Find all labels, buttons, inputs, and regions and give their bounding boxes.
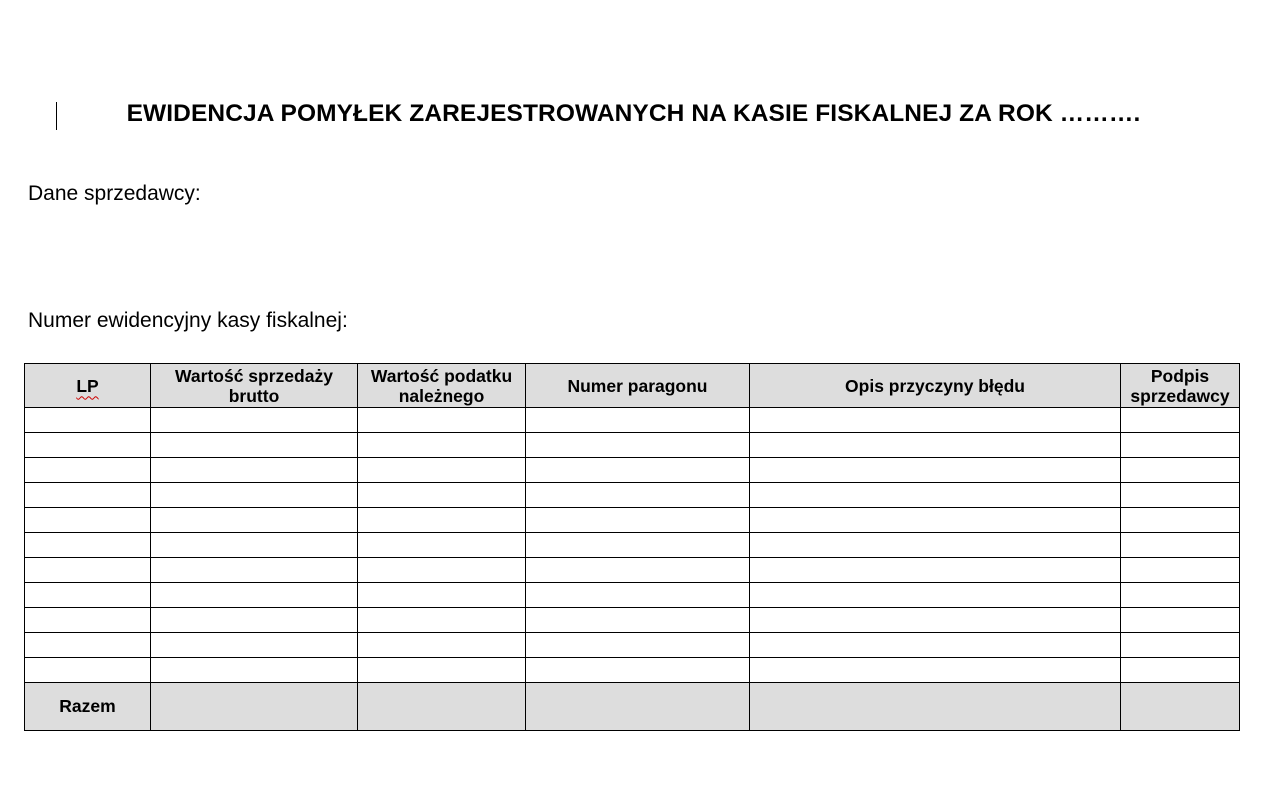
tax-due-cell[interactable]: [358, 508, 526, 533]
receipt-number-cell[interactable]: [526, 508, 750, 533]
error-description-cell[interactable]: [750, 583, 1121, 608]
tax-due-cell[interactable]: [358, 608, 526, 633]
error-description-cell[interactable]: [750, 408, 1121, 433]
receipt-number-cell[interactable]: [526, 458, 750, 483]
error-description-cell[interactable]: [750, 433, 1121, 458]
tax-due-cell[interactable]: [358, 408, 526, 433]
signature-cell[interactable]: [1121, 458, 1240, 483]
error-description-cell[interactable]: [750, 558, 1121, 583]
header-receipt-number: Numer paragonu: [526, 364, 750, 408]
signature-cell[interactable]: [1121, 608, 1240, 633]
error-description-cell[interactable]: [750, 508, 1121, 533]
error-description-cell[interactable]: [750, 483, 1121, 508]
gross-sales-cell[interactable]: [151, 608, 358, 633]
signature-cell[interactable]: [1121, 533, 1240, 558]
signature-cell[interactable]: [1121, 558, 1240, 583]
receipt-number-cell[interactable]: [526, 408, 750, 433]
signature-cell[interactable]: [1121, 508, 1240, 533]
signature-cell[interactable]: [1121, 583, 1240, 608]
document-title: EWIDENCJA POMYŁEK ZAREJESTROWANYCH NA KASIE FISKALNEJ ZA ROK ……….: [126, 100, 1141, 127]
gross-sales-cell[interactable]: [151, 583, 358, 608]
signature-cell[interactable]: [1121, 433, 1240, 458]
header-signature: [1121, 364, 1240, 408]
table-row: [25, 408, 1240, 433]
gross-sales-cell[interactable]: [151, 508, 358, 533]
table-body: [25, 408, 1240, 683]
table-row: [25, 483, 1240, 508]
signature-cell[interactable]: [1121, 483, 1240, 508]
lp-cell[interactable]: [25, 533, 151, 558]
signature-cell[interactable]: [1121, 633, 1240, 658]
tax-due-cell[interactable]: [358, 633, 526, 658]
total-tax-due-cell[interactable]: [358, 683, 526, 731]
header-signature-line2: sprzedawcy: [1130, 385, 1230, 406]
gross-sales-cell[interactable]: [151, 633, 358, 658]
table-row: [25, 533, 1240, 558]
error-log-table: [24, 363, 1240, 731]
seller-data-label: Dane sprzedawcy:: [28, 182, 201, 205]
header-tax-due-line1: Wartość podatku: [370, 365, 513, 386]
total-label: Razem: [25, 683, 151, 731]
header-lp: LP: [25, 364, 151, 408]
tax-due-cell[interactable]: [358, 433, 526, 458]
lp-cell[interactable]: [25, 483, 151, 508]
table-row: [25, 433, 1240, 458]
signature-cell[interactable]: [1121, 408, 1240, 433]
header-gross-sales: [151, 364, 358, 408]
error-description-cell[interactable]: [750, 458, 1121, 483]
error-description-cell[interactable]: [750, 633, 1121, 658]
lp-cell[interactable]: [25, 558, 151, 583]
signature-cell[interactable]: [1121, 658, 1240, 683]
table-header-row: [25, 364, 1240, 408]
tax-due-cell[interactable]: [358, 658, 526, 683]
tax-due-cell[interactable]: [358, 458, 526, 483]
receipt-number-cell[interactable]: [526, 633, 750, 658]
tax-due-cell[interactable]: [358, 483, 526, 508]
receipt-number-cell[interactable]: [526, 608, 750, 633]
gross-sales-cell[interactable]: [151, 483, 358, 508]
table-row: [25, 633, 1240, 658]
error-description-cell[interactable]: [750, 658, 1121, 683]
table-row: [25, 558, 1240, 583]
receipt-number-cell[interactable]: [526, 558, 750, 583]
tax-due-cell[interactable]: [358, 533, 526, 558]
lp-cell[interactable]: [25, 458, 151, 483]
receipt-number-cell[interactable]: [526, 583, 750, 608]
gross-sales-cell[interactable]: [151, 533, 358, 558]
total-signature-cell[interactable]: [1121, 683, 1240, 731]
gross-sales-cell[interactable]: [151, 458, 358, 483]
total-row: [25, 683, 1240, 731]
lp-cell[interactable]: [25, 658, 151, 683]
receipt-number-cell[interactable]: [526, 658, 750, 683]
register-number-label: Numer ewidencyjny kasy fiskalnej:: [28, 309, 348, 332]
receipt-number-cell[interactable]: [526, 433, 750, 458]
tax-due-cell[interactable]: [358, 583, 526, 608]
total-receipt-cell[interactable]: [526, 683, 750, 731]
lp-cell[interactable]: [25, 633, 151, 658]
tax-due-cell[interactable]: [358, 558, 526, 583]
lp-cell[interactable]: [25, 433, 151, 458]
error-description-cell[interactable]: [750, 533, 1121, 558]
lp-cell[interactable]: [25, 408, 151, 433]
gross-sales-cell[interactable]: [151, 408, 358, 433]
gross-sales-cell[interactable]: [151, 658, 358, 683]
header-gross-sales-line1: Wartość sprzedaży: [175, 365, 333, 386]
header-gross-sales-line2: brutto: [228, 385, 280, 406]
gross-sales-cell[interactable]: [151, 558, 358, 583]
table-row: [25, 583, 1240, 608]
lp-cell[interactable]: [25, 583, 151, 608]
table-row: [25, 608, 1240, 633]
gross-sales-cell[interactable]: [151, 433, 358, 458]
total-description-cell[interactable]: [750, 683, 1121, 731]
receipt-number-cell[interactable]: [526, 483, 750, 508]
receipt-number-cell[interactable]: [526, 533, 750, 558]
table-row: [25, 458, 1240, 483]
table-row: [25, 658, 1240, 683]
header-tax-due: [358, 364, 526, 408]
header-tax-due-line2: należnego: [398, 385, 485, 406]
header-signature-line1: Podpis: [1150, 365, 1210, 386]
table-row: [25, 508, 1240, 533]
error-description-cell[interactable]: [750, 608, 1121, 633]
lp-cell[interactable]: [25, 508, 151, 533]
header-error-description: Opis przyczyny błędu: [750, 364, 1121, 408]
lp-cell[interactable]: [25, 608, 151, 633]
total-gross-sales-cell[interactable]: [151, 683, 358, 731]
